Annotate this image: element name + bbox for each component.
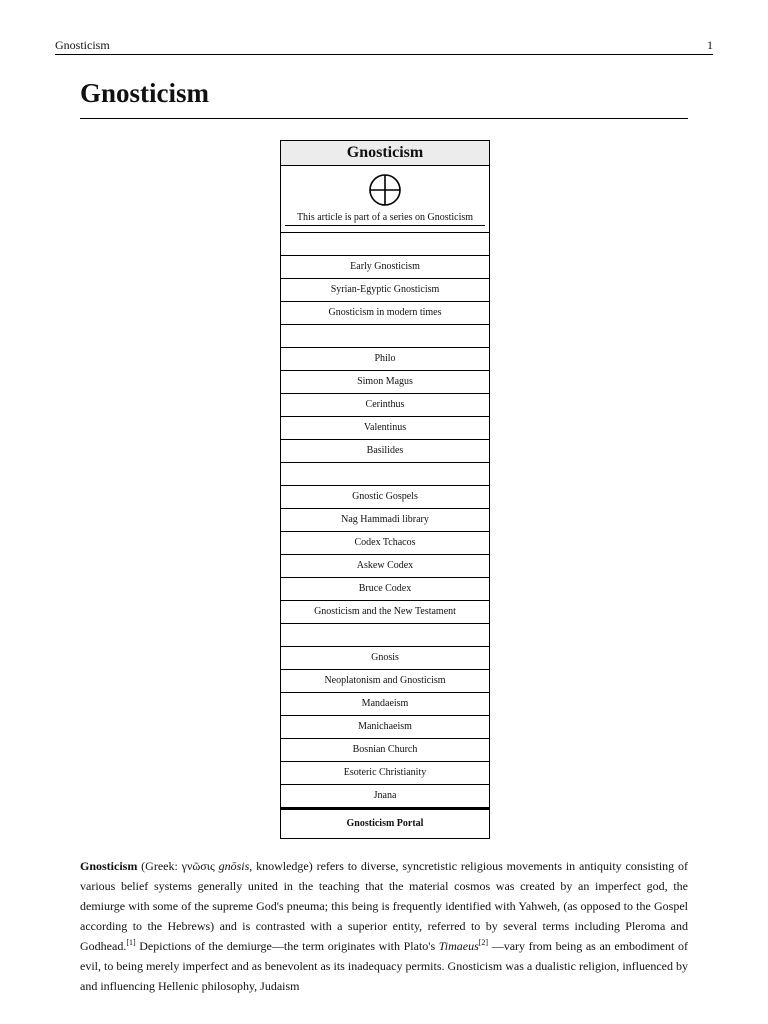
infobox-spacer: [281, 624, 489, 647]
text-run: Depictions of the demiurge—the term originates with Plato's: [135, 939, 439, 953]
infobox-title[interactable]: Gnosticism: [281, 141, 489, 166]
infobox-link[interactable]: Cerinthus: [281, 394, 489, 417]
infobox-link[interactable]: Gnosis: [281, 647, 489, 670]
sun-cross-icon: [368, 173, 402, 207]
reference-1[interactable]: [1]: [126, 938, 136, 947]
infobox-group-history: [281, 256, 489, 325]
infobox-link[interactable]: Gnosticism and the New Testament: [281, 601, 489, 624]
infobox-group-texts: [281, 486, 489, 624]
page-header: [55, 38, 713, 55]
page-number: 1: [707, 38, 713, 52]
infobox-spacer: [281, 463, 489, 486]
infobox-link[interactable]: Gnostic Gospels: [281, 486, 489, 509]
infobox-link[interactable]: Simon Magus: [281, 371, 489, 394]
infobox-link[interactable]: Mandaeism: [281, 693, 489, 716]
article-title: Gnosticism: [80, 78, 688, 119]
infobox-link[interactable]: Jnana: [281, 785, 489, 808]
infobox-spacer: [281, 325, 489, 348]
text-run: (Greek:: [137, 859, 182, 873]
reference-2[interactable]: [2]: [478, 938, 489, 947]
infobox-spacer: [281, 233, 489, 256]
infobox-link[interactable]: Gnosticism in modern times: [281, 302, 489, 325]
infobox-link[interactable]: Early Gnosticism: [281, 256, 489, 279]
series-infobox: [280, 140, 490, 839]
infobox-link[interactable]: Esoteric Christianity: [281, 762, 489, 785]
greek-term: γνῶσις: [181, 859, 215, 873]
timaeus-title[interactable]: Timaeus: [438, 939, 479, 953]
infobox-link[interactable]: Basilides: [281, 440, 489, 463]
infobox-link[interactable]: Philo: [281, 348, 489, 371]
text-run: , knowledge) refers to diverse, syncretistic religious movements in antiquity consisting of various belief systems generally united in the teaching that the material cosmos was created by an imperfect god, the demiurge with some of the supreme God's pneuma; this being is frequently identified with Yahweh, (as opposed to the Gospel according to the Hebrews) and is contrasted with a superior entity, referred to by several terms including Pleroma and Godhead.: [80, 859, 688, 953]
infobox-symbol-area: [281, 166, 489, 233]
infobox-caption: This article is part of a series on Gnosticism: [285, 212, 485, 226]
infobox-link[interactable]: Nag Hammadi library: [281, 509, 489, 532]
text-run: —vary from being as an embodiment of evil, to being merely imperfect and as benevolent as its inadequacy permits. Gnosticism was a dualistic religion, influenced by and influencing Hellenic philosophy, Judaism: [80, 939, 688, 993]
gnosticism-portal-link[interactable]: Gnosticism Portal: [281, 808, 489, 838]
infobox-link[interactable]: Syrian-Egyptic Gnosticism: [281, 279, 489, 302]
infobox-group-related: [281, 647, 489, 808]
infobox-link[interactable]: Bosnian Church: [281, 739, 489, 762]
lead-term: Gnosticism: [80, 859, 138, 873]
infobox-group-people: [281, 348, 489, 463]
lead-paragraph: [80, 856, 688, 996]
infobox-link[interactable]: Valentinus: [281, 417, 489, 440]
transliteration: gnōsis: [218, 859, 250, 873]
infobox-link[interactable]: Bruce Codex: [281, 578, 489, 601]
infobox-link[interactable]: Askew Codex: [281, 555, 489, 578]
infobox-link[interactable]: Neoplatonism and Gnosticism: [281, 670, 489, 693]
infobox-link[interactable]: Manichaeism: [281, 716, 489, 739]
running-title: Gnosticism: [55, 38, 110, 52]
infobox-link[interactable]: Codex Tchacos: [281, 532, 489, 555]
